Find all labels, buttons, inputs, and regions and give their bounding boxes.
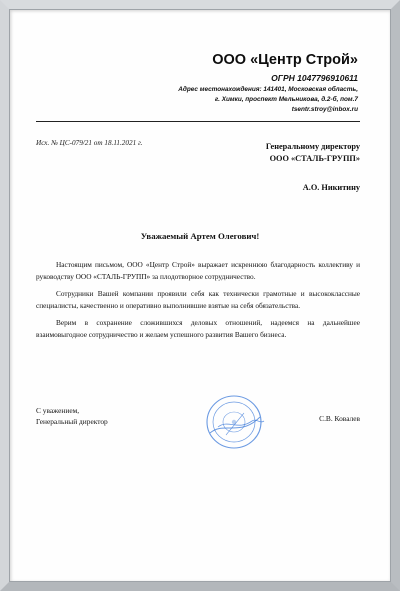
closing-regards: С уважением, (36, 406, 80, 415)
company-seal-stamp (200, 391, 270, 451)
letterhead-divider (36, 121, 360, 122)
company-email: tsentr.stroy@inbox.ru (291, 106, 358, 113)
addressee-position: Генеральному директору (265, 142, 360, 151)
company-ogrn: ОГРН 1047796910611 (271, 73, 358, 83)
greeting: Уважаемый Артем Олегович! (140, 231, 260, 241)
letter-body (36, 259, 360, 347)
paragraph: Настоящим письмом, ООО «Центр Строй» выражает искреннюю благодарность коллективу и руководству ООО «СТАЛЬ-ГРУПП» за плодотворное сотрудничество. (36, 260, 360, 282)
addressee-name: А.О. Никитину (302, 183, 360, 192)
signer-name: С.В. Ковалев (319, 414, 360, 423)
addressee-block (240, 141, 360, 165)
outgoing-number: Исх. № ЦС-079/21 от 18.11.2021 г. (36, 139, 143, 147)
paragraph: Сотрудники Вашей компании проявили себя как технически грамотные и высококлассные специалисты, качественно и оперативно выполнившие взятые на себя обязательства. (36, 289, 360, 311)
company-address-line1: Адрес местонахождения: 141401, Московская область, (178, 86, 358, 93)
paragraph: Верим в сохранение сложившихся деловых отношений, надеемся на дальнейшее взаимовыгодное сотрудничество и желаем успешного развития Вашего бизнеса. (36, 318, 360, 340)
company-address-line2: г. Химки, проспект Мельникова, д.2-б, пом.7 (214, 96, 358, 103)
closing-title: Генеральный директор (36, 416, 108, 426)
company-name: ООО «Центр Строй» (212, 52, 358, 68)
closing-block (36, 406, 108, 427)
addressee-company: ООО «СТАЛЬ-ГРУПП» (269, 154, 360, 163)
